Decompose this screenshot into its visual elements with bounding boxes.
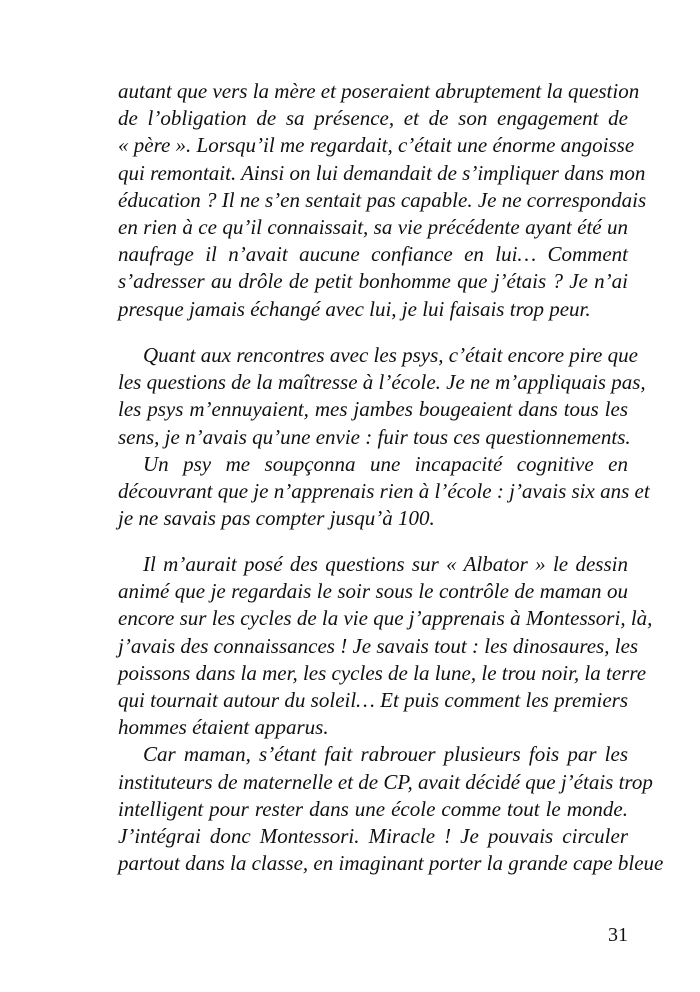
text-line: Un psy me soupçonna une incapacité cognitive en — [143, 451, 628, 476]
text-line: animé que je regardais le soir sous le contrôle de maman ou — [118, 579, 628, 604]
paragraph — [118, 451, 650, 533]
text-line: encore sur les cycles de la vie que j’apprenais à Montessori, là, — [118, 606, 653, 631]
text-block-2 — [118, 342, 650, 532]
page-number: 31 — [608, 924, 628, 946]
text-line: je ne savais pas compter jusqu’à 100. — [118, 506, 435, 531]
text-line: Quant aux rencontres avec les psys, c’était encore pire que — [143, 343, 638, 367]
text-line: éducation ? Il ne s’en sentait pas capable. Je ne correspondais — [118, 187, 647, 212]
paragraph — [118, 551, 653, 741]
text-line: les psys m’ennuyaient, mes jambes bougeaient dans tous les — [118, 397, 628, 422]
text-line: Il m’aurait posé des questions sur « Albator » le dessin — [143, 552, 628, 576]
text-line: s’adresser au drôle de petit bonhomme que j’étais ? Je n’ai — [118, 269, 628, 294]
text-line: autant que vers la mère et poseraient abruptement la question — [118, 79, 640, 103]
text-block-3 — [118, 551, 664, 877]
text-line: les questions de la maîtresse à l’école. Je ne m’appliquais pas, — [118, 370, 646, 395]
text-line: hommes étaient apparus. — [118, 715, 329, 740]
paragraph — [118, 342, 646, 451]
text-line: découvrant que je n’apprenais rien à l’école : j’avais six ans et — [118, 478, 650, 503]
text-line: en rien à ce qu’il connaissait, sa vie précédente ayant été un — [118, 214, 628, 239]
paragraph — [118, 78, 647, 323]
text-line: J’intégrai donc Montessori. Miracle ! Je pouvais circuler — [118, 823, 628, 848]
text-line: qui remontait. Ainsi on lui demandait de s’impliquer dans mon — [118, 160, 646, 185]
text-line: presque jamais échangé avec lui, je lui faisais trop peur. — [118, 296, 591, 321]
text-line: Car maman, s’étant fait rabrouer plusieurs fois par les — [143, 742, 628, 767]
text-line: qui tournait autour du soleil… Et puis comment les premiers — [118, 687, 628, 712]
text-line: instituteurs de maternelle et de CP, avait décidé que j’étais trop — [118, 769, 653, 794]
text-line: intelligent pour rester dans une école comme tout le monde. — [118, 796, 628, 821]
text-line: naufrage il n’avait aucune confiance en lui… Comment — [118, 242, 628, 267]
text-line: sens, je n’avais qu’une envie : fuir tous ces questionnements. — [118, 424, 631, 449]
text-line: de l’obligation de sa présence, et de son engagement de — [118, 106, 628, 131]
text-line: poissons dans la mer, les cycles de la lune, le trou noir, la terre — [118, 660, 647, 685]
text-block-1 — [118, 78, 647, 323]
text-line: j’avais des connaissances ! Je savais tout : les dinosaures, les — [118, 633, 639, 658]
text-line: « père ». Lorsqu’il me regardait, c’était une énorme angoisse — [118, 133, 635, 158]
text-line: partout dans la classe, en imaginant porter la grande cape bleue — [118, 851, 664, 876]
paragraph — [118, 741, 664, 877]
